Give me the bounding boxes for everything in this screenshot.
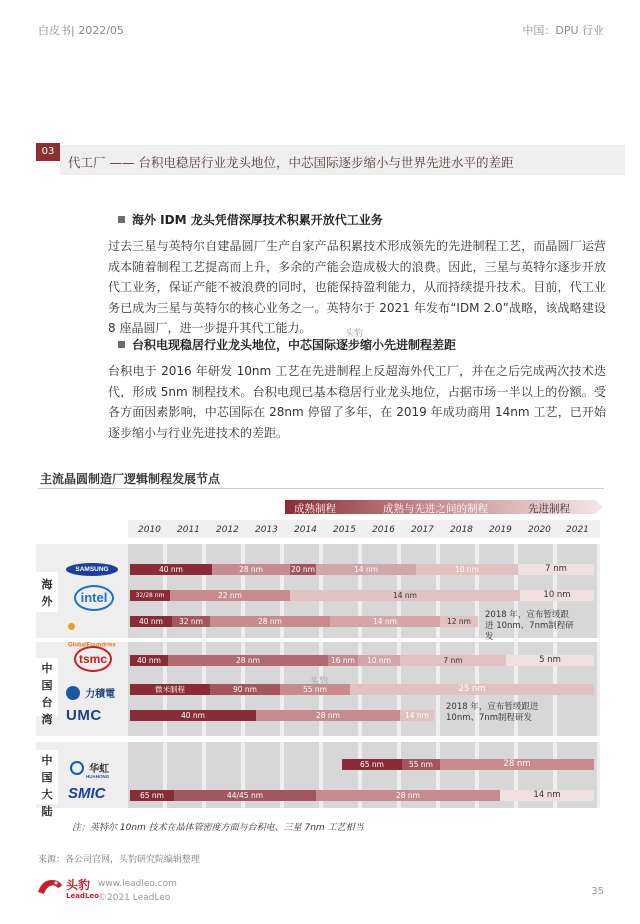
legend-advanced: 先进制程 xyxy=(528,503,570,515)
intel-logo: intel xyxy=(74,585,114,611)
grid-column xyxy=(206,544,241,808)
leopard-logo-icon xyxy=(36,874,64,898)
footer-brand-en: LeadLeo xyxy=(66,892,99,900)
process-bar: 28 nm xyxy=(316,790,500,801)
year-label: 2017 xyxy=(411,525,434,535)
samsung-logo: SAMSUNG xyxy=(66,563,118,576)
process-bar: 10 nm xyxy=(358,655,400,666)
gf-icon xyxy=(68,623,75,630)
bullet-heading: 海外 IDM 龙头凭借深厚技术积累开放代工业务 xyxy=(132,213,383,227)
year-label: 2018 xyxy=(450,525,473,535)
footer-brand: 头豹 xyxy=(66,878,91,892)
process-bar: 55 nm xyxy=(280,684,350,695)
bullet-marker xyxy=(118,341,125,348)
bullet-heading: 台积电现稳居行业龙头地位，中芯国际逐步缩小先进制程差距 xyxy=(132,338,457,352)
footer-copyright: ©2021 LeadLeo xyxy=(98,893,171,903)
huahong-logo xyxy=(70,757,120,779)
year-label: 2013 xyxy=(255,525,278,535)
process-bar: 40 nm xyxy=(130,710,256,721)
year-label: 2012 xyxy=(216,525,239,535)
annotation-umc: 2018 年，宣布暂缓跟进 10nm、7nm制程研发 xyxy=(446,702,539,723)
huahong-wordmark: 华虹 xyxy=(89,764,110,775)
process-bar: 微米制程 xyxy=(130,684,210,695)
year-label: 2010 xyxy=(138,525,161,535)
bullet-marker xyxy=(118,216,125,223)
process-bar: 28 nm xyxy=(210,616,330,627)
divider xyxy=(38,488,604,489)
huahong-subtext: HUAHONG xyxy=(86,774,110,779)
process-bar: 40 nm xyxy=(130,655,168,666)
header-right: 中国：DPU 行业 xyxy=(522,24,604,37)
process-bar: 14 nm xyxy=(500,790,594,801)
process-bar: 40 nm xyxy=(130,616,172,627)
process-bar: 10 nm xyxy=(520,590,594,601)
process-bar: 14 nm xyxy=(316,564,416,575)
region-label-mainland: 中国大陆 xyxy=(41,754,53,818)
process-bar: 12 nm xyxy=(440,616,478,627)
process-bar: 28 nm xyxy=(212,564,290,575)
process-bar: 25 nm xyxy=(350,684,594,695)
watermark: 头豹 xyxy=(345,329,364,339)
process-bar: 28 nm xyxy=(168,655,328,666)
process-bar: 32/28 nm xyxy=(130,590,170,601)
process-bar: 22 nm xyxy=(170,590,290,601)
grid-column xyxy=(128,544,163,808)
process-bar: 28 nm xyxy=(256,710,400,721)
bullet-body: 过去三星与英特尔自建晶圆厂生产自家产品积累技术形成领先的先进制程工艺，而晶圆厂运营成本随着制程工艺提高而上升，多余的产能会造成极大的浪费。因此，三星与英特尔逐步开放代工业务，保证产能不被浪费的同时，也能保持盈利能力，从而持续提升技术。目前，代工业务已成为三星与英特尔的核心业务之一。英特尔于 2021 年发布“IDM 2.0”战略，该战略建设 8 座晶圆厂，进一步提升其代工能力。 xyxy=(108,239,606,335)
psmc-wordmark: 力積電 xyxy=(85,689,116,700)
legend-middle: 成熟与先进之间的制程 xyxy=(383,503,488,515)
year-label: 2015 xyxy=(333,525,356,535)
legend-mature: 成熟制程 xyxy=(294,503,336,515)
section-title: 代工厂 —— 台积电稳居行业龙头地位，中芯国际逐步缩小与世界先进水平的差距 xyxy=(68,155,514,170)
grid-column xyxy=(245,544,280,808)
chart-title: 主流晶圆制造厂逻辑制程发展节点 xyxy=(40,472,221,486)
smic-logo: SMIC xyxy=(68,785,106,802)
annotation-gf: 2018 年，宣布暂缓跟进 10nm、7nm制程研发 xyxy=(485,610,574,642)
year-label: 2016 xyxy=(372,525,395,535)
chart-note: 注：英特尔 10nm 技术在晶体管密度方面与台积电、三星 7nm 工艺相当 xyxy=(72,823,364,833)
process-bar: 10 nm xyxy=(416,564,518,575)
source-text: 来源：各公司官网，头豹研究院编辑整理 xyxy=(38,855,201,865)
process-bar: 65 nm xyxy=(342,759,402,770)
year-label: 2021 xyxy=(566,525,589,535)
region-label-taiwan: 中国台湾 xyxy=(41,662,53,726)
year-label: 2011 xyxy=(177,525,200,535)
tsmc-logo: tsmc xyxy=(74,646,112,672)
year-label: 2014 xyxy=(294,525,317,535)
page-number: 35 xyxy=(591,886,604,897)
process-bar: 32 nm xyxy=(172,616,210,627)
process-bar: 7 nm xyxy=(400,655,506,666)
header-left: 白皮书| 2022/05 xyxy=(38,24,124,37)
process-bar: 40 nm xyxy=(130,564,212,575)
process-bar: 16 nm xyxy=(328,655,358,666)
process-bar: 65 nm xyxy=(130,790,174,801)
process-bar: 90 nm xyxy=(210,684,280,695)
process-bar: 28 nm xyxy=(440,759,594,770)
footer-site: www.leadleo.com xyxy=(98,879,177,889)
region-separator xyxy=(36,736,600,742)
year-label: 2020 xyxy=(528,525,551,535)
psmc-icon xyxy=(66,686,80,700)
process-bar: 14 nm xyxy=(290,590,520,601)
process-bar: 20 nm xyxy=(291,565,315,574)
process-bar: 55 nm xyxy=(402,759,440,770)
process-bar: 14 nm xyxy=(330,616,440,627)
psmc-logo xyxy=(66,682,126,698)
process-bar: 5 nm xyxy=(506,655,594,666)
process-bar: 14 nm xyxy=(400,710,434,721)
umc-logo: UMC xyxy=(66,707,102,724)
watermark: 头豹 xyxy=(310,677,329,687)
region-label-overseas: 海外 xyxy=(41,578,53,608)
process-bar: 44/45 nm xyxy=(174,790,316,801)
bullet-body: 台积电于 2016 年研发 10nm 工艺在先进制程上反超海外代工厂，并在之后完成两次技术迭代，形成 5nm 制程技术。台积电现已基本稳居行业龙头地位，占据市场一半以上的份额。受各方面因素影响，中芯国际在 28nm 停留了多年，在 2019 年成功商用 14nm 工艺，已开始逐步缩小与行业先进技术的差距。 xyxy=(108,364,606,440)
year-label: 2019 xyxy=(489,525,512,535)
globalfoundries-logo xyxy=(68,616,120,649)
grid-column xyxy=(167,544,202,808)
process-bar: 7 nm xyxy=(518,564,594,575)
huahong-icon xyxy=(70,761,84,775)
gf-wordmark: GlobalFoundries xyxy=(68,642,116,649)
section-number: 03 xyxy=(36,143,60,161)
